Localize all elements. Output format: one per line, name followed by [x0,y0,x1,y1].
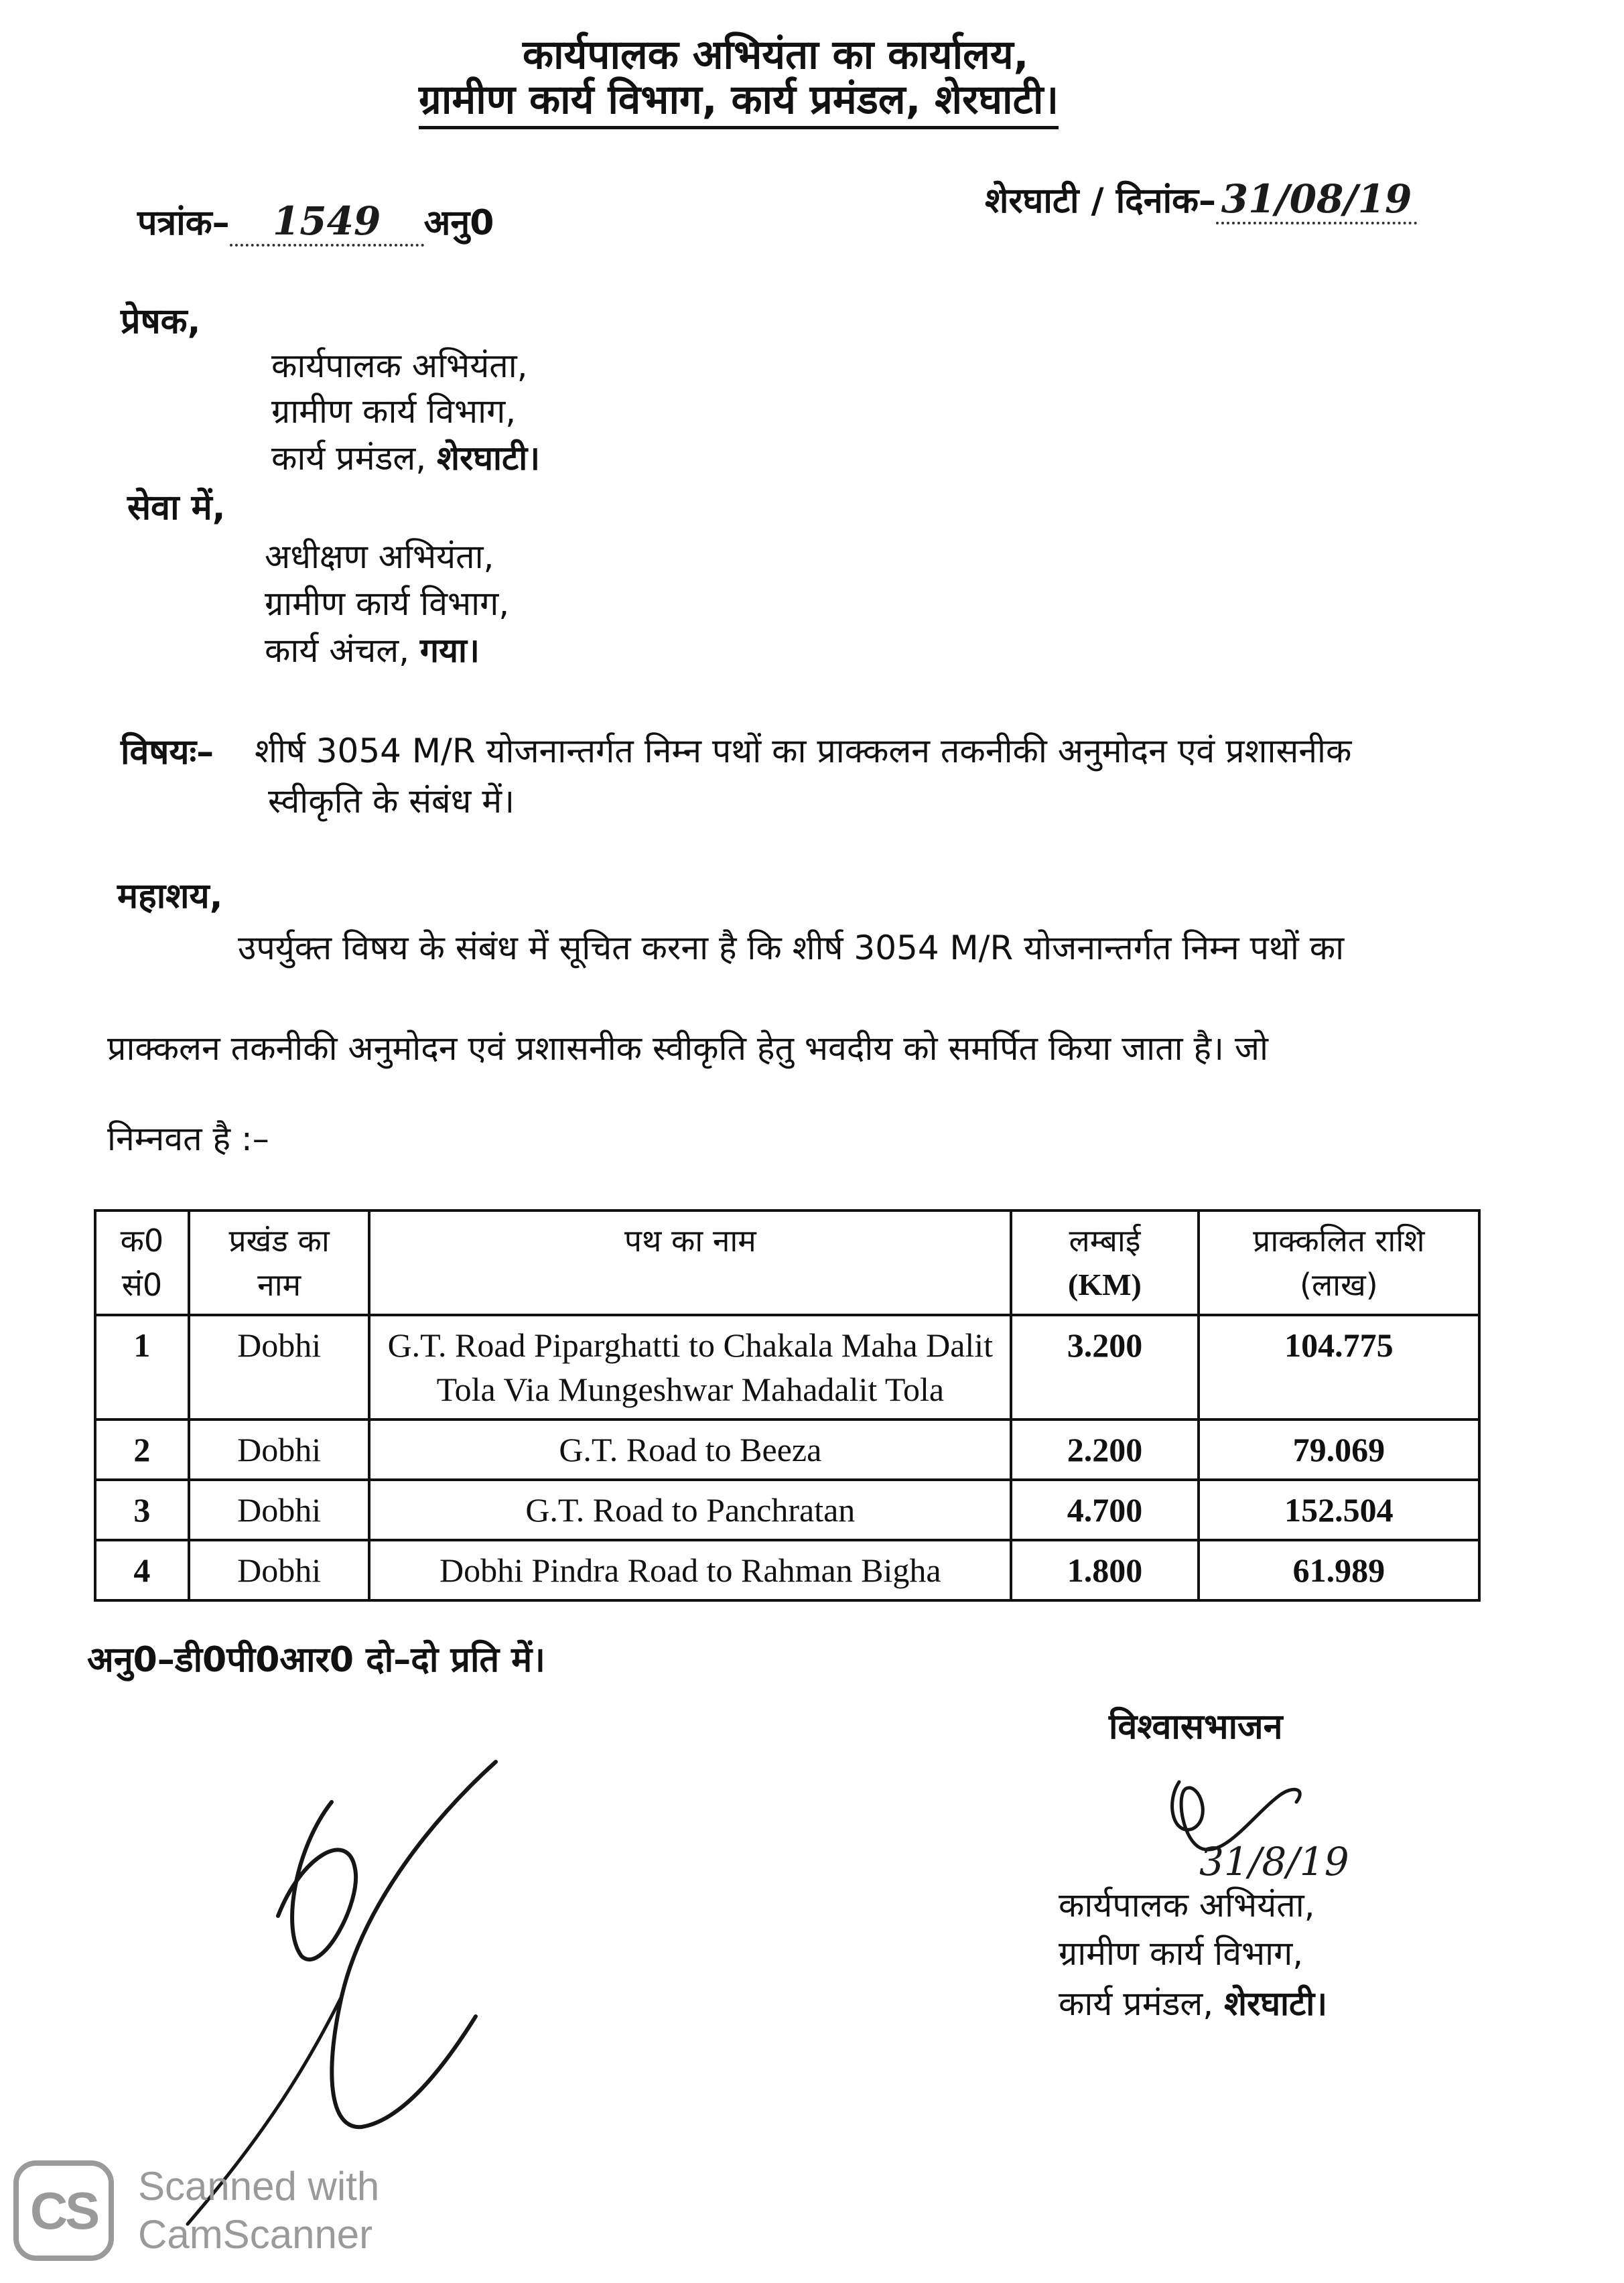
table-row [95,1315,1479,1420]
closing-text: विश्वासभाजन [1109,1707,1283,1747]
row-sn: 2 [95,1420,189,1480]
table-row [95,1420,1479,1480]
enclosure-note: अनु0–डी0पी0आर0 दो–दो प्रति में। [87,1640,545,1680]
header-block-line1: प्रखंड का [228,1223,330,1259]
date-label: शेरघाटी / दिनांक– [985,181,1217,221]
body-line-1: उपर्युक्त विषय के संबंध में सूचित करना है कि शीर्ष 3054 M/R योजनान्तर्गत निम्न पथों का [238,928,1345,967]
header-sn-line2: सं0 [121,1267,163,1303]
row-length: 1.800 [1011,1540,1199,1600]
office-subtitle [419,70,1059,125]
sender-line-1: कार्यपालक अभियंता, [271,346,528,385]
header-road [369,1210,1011,1315]
date-value: 31/08/19 [1221,176,1412,222]
camscanner-logo-icon: CS [13,2160,114,2261]
header-amount-line2: (लाख) [1300,1267,1378,1303]
camscanner-text [138,2162,379,2259]
row-length: 3.200 [1011,1315,1199,1420]
row-length: 2.200 [1011,1420,1199,1480]
table-row [95,1540,1479,1600]
row-road: G.T. Road to Beeza [369,1420,1011,1480]
anu-suffix: अनु0 [423,203,494,243]
recipient-line-3-place: गया। [419,631,480,670]
row-block: Dobhi [189,1540,370,1600]
header-sn [95,1210,189,1315]
row-sn: 1 [95,1315,189,1420]
recipient-line-1: अधीक्षण अभियंता, [265,537,494,576]
sender-line-3 [271,434,540,480]
recipient-line-3 [265,626,480,672]
date-row [985,176,1417,224]
office-title: कार्यपालक अभियंता का कार्यालय, [523,31,1029,78]
patrank-value: 1549 [272,198,381,244]
sender-line-3-place: शेरघाटी। [437,439,541,478]
row-block: Dobhi [189,1480,370,1540]
signature-line-3 [1059,1980,1327,2025]
row-road: G.T. Road to Panchratan [369,1480,1011,1540]
subject-line-2: स्वीकृति के संबंध में। [268,782,515,821]
header-amount [1199,1210,1479,1315]
recipient-label: सेवा में, [127,488,226,528]
body-line-3: निम्नवत है :– [107,1119,269,1158]
table-row [95,1480,1479,1540]
sender-line-3-prefix: कार्य प्रमंडल, [271,439,427,478]
header-length [1011,1210,1199,1315]
recipient-line-2: ग्रामीण कार्य विभाग, [265,584,510,623]
row-block: Dobhi [189,1315,370,1420]
subject-label: विषयः– [121,732,214,772]
header-sn-line1: क0 [120,1223,164,1259]
office-subtitle-text: ग्रामीण कार्य विभाग, कार्य प्रमंडल, शेरघाटी। [419,76,1059,129]
row-amount: 79.069 [1199,1420,1479,1480]
row-sn: 4 [95,1540,189,1600]
camscanner-line2: CamScanner [138,2212,373,2257]
row-block: Dobhi [189,1420,370,1480]
header-length-line2: (KM) [1068,1267,1142,1302]
row-sn: 3 [95,1480,189,1540]
header-block-line2: नाम [257,1267,301,1303]
sender-line-2: ग्रामीण कार्य विभाग, [271,392,517,431]
header-road-text: पथ का नाम [624,1223,756,1259]
salutation: महाशय, [117,876,223,916]
signature-line-2: ग्रामीण कार्य विभाग, [1059,1934,1304,1973]
signature-line-1: कार्यपालक अभियंता, [1059,1886,1315,1925]
roads-table [94,1209,1481,1602]
roads-table-wrap [94,1209,1481,1602]
body-line-2: प्राक्कलन तकनीकी अनुमोदन एवं प्रशासनीक स्वीकृति हेतु भवदीय को समर्पित किया जाता है। जो [107,1029,1268,1068]
subject-line-1: शीर्ष 3054 M/R योजनान्तर्गत निम्न पथों का प्राक्कलन तकनीकी अनुमोदन एवं प्रशासनीक [255,732,1352,770]
row-amount: 152.504 [1199,1480,1479,1540]
sender-label: प्रेषक, [121,301,201,342]
header-length-line1: लम्बाई [1069,1223,1141,1259]
row-road: Dobhi Pindra Road to Rahman Bigha [369,1540,1011,1600]
signature-line-3-prefix: कार्य प्रमंडल, [1059,1984,1214,2023]
signature-line-3-place: शेरघाटी। [1224,1984,1328,2023]
patrank-row [137,198,494,247]
row-length: 4.700 [1011,1480,1199,1540]
patrank-label: पत्रांक– [137,203,230,243]
recipient-line-3-prefix: कार्य अंचल, [265,631,409,670]
signature-date: 31/8/19 [1199,1839,1349,1884]
header-block [189,1210,370,1315]
table-header-row [95,1210,1479,1315]
header-amount-line1: प्राक्कलित राशि [1253,1223,1425,1259]
row-amount: 104.775 [1199,1315,1479,1420]
row-amount: 61.989 [1199,1540,1479,1600]
row-road: G.T. Road Piparghatti to Chakala Maha Dalit Tola Via Mungeshwar Mahadalit Tola [369,1315,1011,1420]
camscanner-line1: Scanned with [138,2164,380,2209]
camscanner-watermark [13,2150,379,2271]
